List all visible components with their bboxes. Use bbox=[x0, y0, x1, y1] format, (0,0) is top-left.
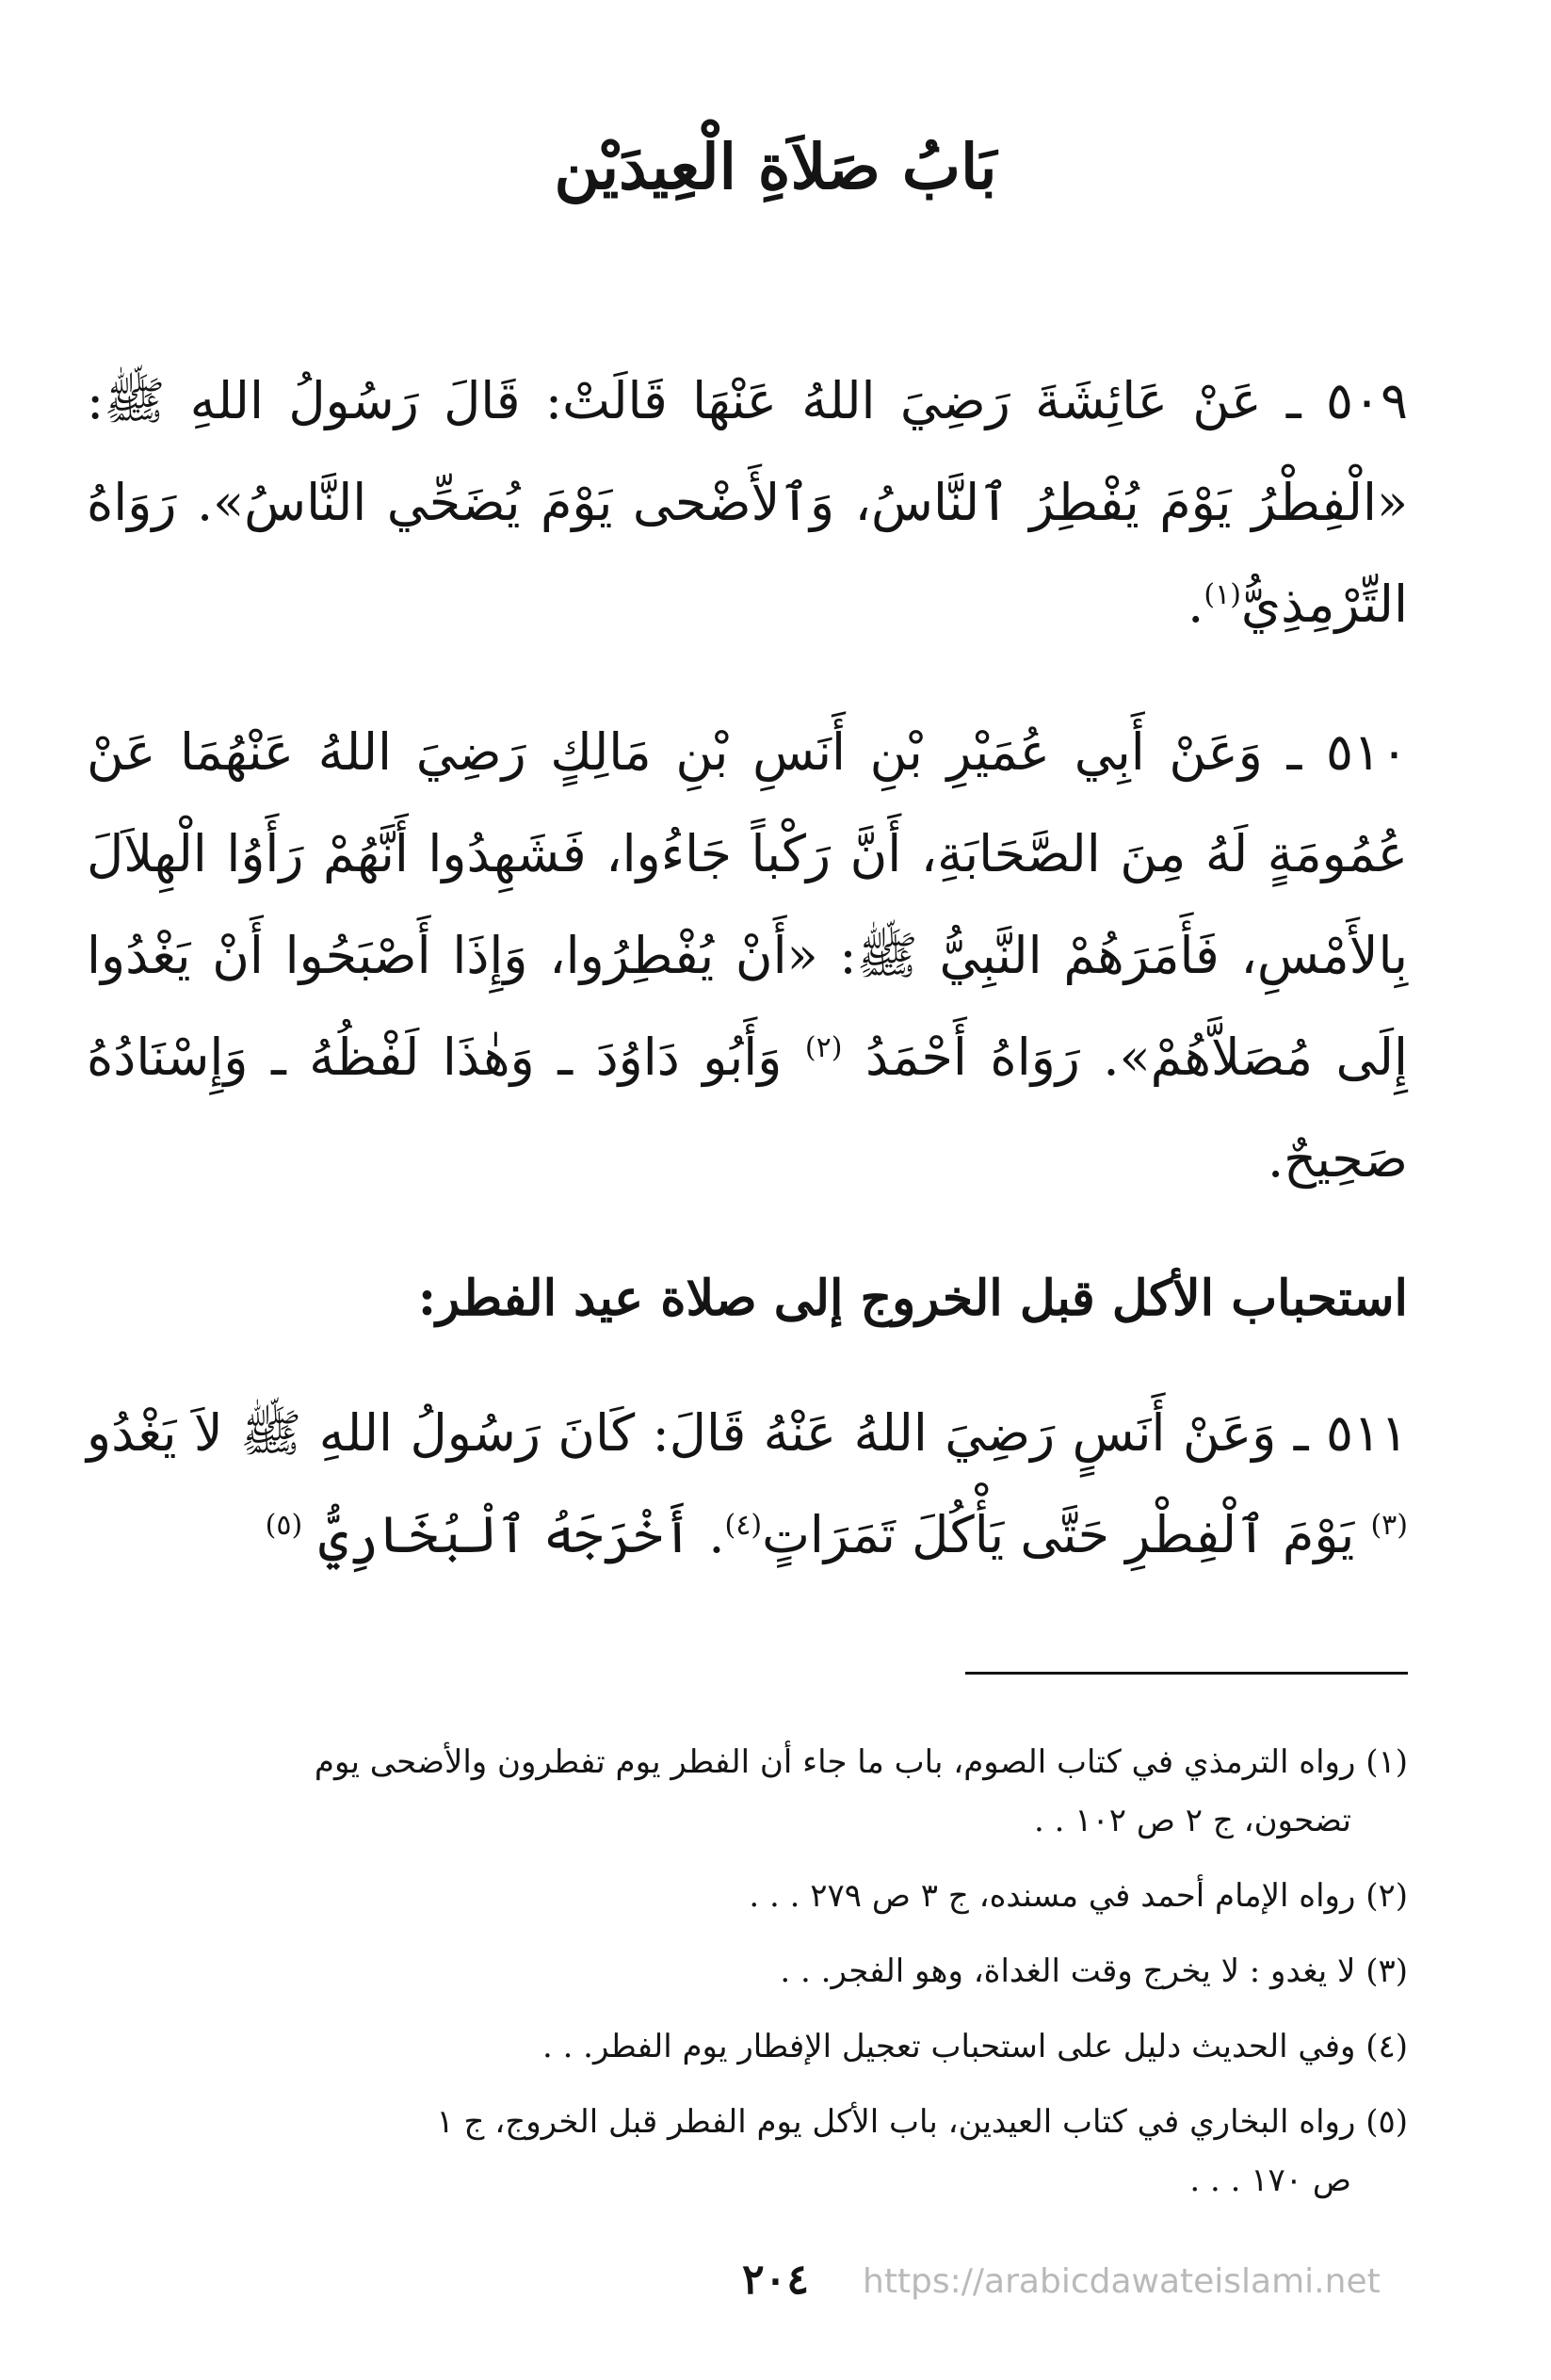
hadith-number: ٥١١ bbox=[1325, 1403, 1408, 1463]
footnote-ref-1[interactable]: (١) bbox=[1204, 578, 1241, 611]
footnote-ref-5[interactable]: (٥) bbox=[265, 1509, 303, 1542]
hadith-text-end: وَأَبُو دَاوُدَ ـ وَهٰذَا لَفْظُهُ ـ وَإِسْنَادُهُ صَحِيحٌ. bbox=[87, 1028, 1408, 1189]
hadith-number: ٥١٠ bbox=[1325, 722, 1408, 782]
hadith-509 bbox=[87, 350, 1408, 656]
footnote-separator bbox=[965, 1672, 1408, 1675]
footnote-text: وفي الحديث دليل على استحباب تعجيل الإفطار يوم الفطر. . . bbox=[541, 2028, 1356, 2065]
hadith-511 bbox=[87, 1383, 1408, 1586]
footnote-5 bbox=[87, 2093, 1408, 2210]
footnote-text: رواه الإمام أحمد في مسنده، ج ٣ ص ٢٧٩ . . . bbox=[749, 1877, 1356, 1915]
footnote-2 bbox=[87, 1867, 1408, 1925]
footnote-text: رواه الترمذي في كتاب الصوم، باب ما جاء أن الفطر يوم تفطرون والأضحى يوم bbox=[314, 1743, 1356, 1781]
hadith-text: ـ وَعَنْ أَبِي عُمَيْرِ بْنِ أَنَسِ بْنِ مَالِكٍ رَضِيَ اللهُ عَنْهُمَا عَنْ عُمُومَةٍ لَهُ مِنَ الصَّحَابَةِ، أَنَّ رَكْباً جَاءُوا، فَشَهِدُوا أَنَّهُمْ رَأَوُا الْهِلاَلَ بِالأَمْسِ، فَأَمَرَهُمْ النَّبِيُّ ﷺ: «أَنْ يُفْطِرُوا، وَإِذَا أَصْبَحُوا أَنْ يَغْدُوا إِلَى مُصَلاَّهُمْ». رَوَاهُ أَحْمَدُ bbox=[87, 722, 1408, 1087]
hadith-510 bbox=[87, 702, 1408, 1210]
page-number: ٢٠٤ bbox=[742, 2256, 809, 2304]
footnote-3 bbox=[87, 1942, 1408, 2000]
hadith-text: ـ وَعَنْ أَنَسٍ رَضِيَ اللهُ عَنْهُ قَالَ: كَانَ رَسُولُ اللهِ ﷺ لاَ يَغْدُو bbox=[87, 1403, 1309, 1463]
footnote-text-cont: ص ١٧٠ . . . bbox=[1189, 2161, 1351, 2199]
footnote-1 bbox=[87, 1733, 1408, 1850]
footnote-ref-2[interactable]: (٢) bbox=[804, 1031, 843, 1064]
footnote-marker: (٢) bbox=[1365, 1877, 1408, 1915]
footnote-marker: (٣) bbox=[1365, 1952, 1408, 1990]
hadith-text: ـ عَنْ عَائِشَةَ رَضِيَ اللهُ عَنْهَا قَالَتْ: قَالَ رَسُولُ اللهِ ﷺ: «الْفِطْرُ يَوْمَ يُفْطِرُ ٱلنَّاسُ، وَٱلأَضْحى يَوْمَ يُضَحِّي النَّاسُ». رَوَاهُ التِّرْمِذِيُّ bbox=[87, 371, 1408, 634]
hadith-text: . أَخْرَجَهُ ٱلْبُخَارِيُّ bbox=[318, 1505, 725, 1564]
footnotes bbox=[87, 1733, 1408, 2226]
footnote-marker: (٥) bbox=[1365, 2103, 1408, 2141]
hadith-text-end: . bbox=[1187, 575, 1204, 634]
footnote-text-cont: تضحون، ج ٢ ص ١٠٢ . . bbox=[1034, 1802, 1351, 1839]
footnote-text: رواه البخاري في كتاب العيدين، باب الأكل يوم الفطر قبل الخروج، ج ١ bbox=[436, 2103, 1356, 2141]
footnote-text: لا يغدو : لا يخرج وقت الغداة، وهو الفجر. . . bbox=[780, 1952, 1356, 1990]
section-heading: استحباب الأكل قبل الخروج إلى صلاة عيد الفطر: bbox=[417, 1270, 1408, 1327]
hadith-text: يَوْمَ ٱلْفِطْرِ حَتَّى يَأْكُلَ تَمَرَاتٍ bbox=[762, 1505, 1355, 1564]
footnote-marker: (١) bbox=[1365, 1743, 1408, 1781]
watermark-url: https://arabicdawateislami.net bbox=[863, 2262, 1381, 2301]
footnote-4 bbox=[87, 2017, 1408, 2076]
footnote-marker: (٤) bbox=[1365, 2028, 1408, 2065]
hadith-number: ٥٠٩ bbox=[1326, 371, 1409, 430]
chapter-title: بَابُ صَلاَةِ الْعِيدَيْن bbox=[554, 130, 997, 203]
footnote-ref-3[interactable]: (٣) bbox=[1370, 1509, 1408, 1542]
footnote-ref-4[interactable]: (٤) bbox=[724, 1509, 763, 1542]
